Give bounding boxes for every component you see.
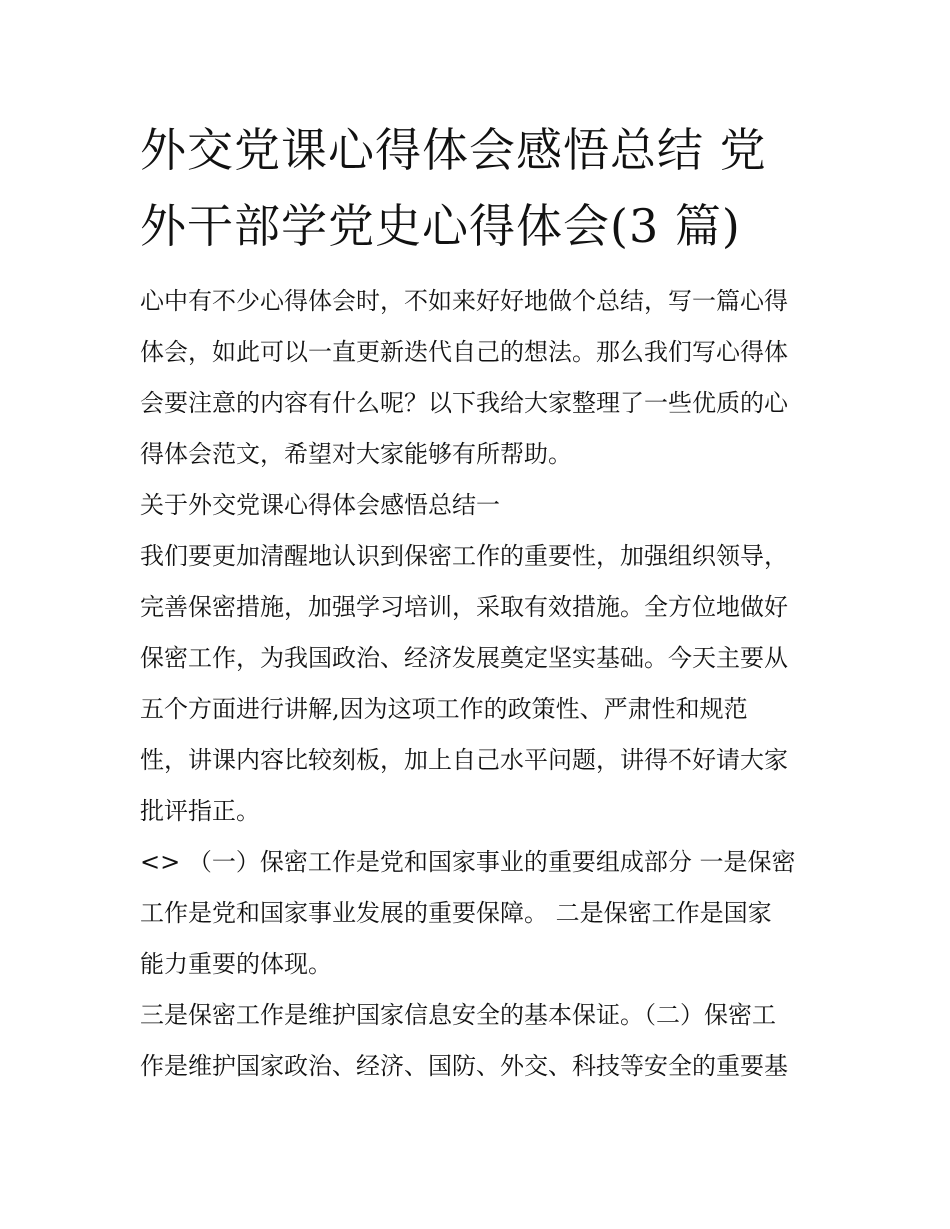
- intro-paragraph: [140, 276, 815, 480]
- text-line: 保密工作，为我国政治、经济发展奠定坚实基础。今天主要从: [140, 644, 788, 672]
- text-line: <> （一）保密工作是党和国家事业的重要组成部分 一是保密: [140, 848, 796, 876]
- title-line: 外干部学党史心得体会(3 篇): [140, 199, 741, 253]
- text-line: 会要注意的内容有什么呢？以下我给大家整理了一些优质的心: [140, 389, 788, 417]
- text-line: 我们要更加清醒地认识到保密工作的重要性，加强组织领导，: [140, 542, 788, 570]
- section-heading: [140, 480, 815, 531]
- body-paragraph: [140, 990, 815, 1092]
- body-paragraph: [140, 531, 815, 837]
- text-line: 完善保密措施，加强学习培训，采取有效措施。全方位地做好: [140, 593, 788, 621]
- text-line: 工作是党和国家事业发展的重要保障。 二是保密工作是国家: [140, 899, 772, 927]
- title-line: 外交党课心得体会感悟总结 党: [140, 123, 767, 177]
- text-line: 批评指正。: [140, 797, 260, 825]
- text-line: 能力重要的体现。: [140, 950, 332, 978]
- text-line: 心中有不少心得体会时，不如来好好地做个总结，写一篇心得: [140, 287, 788, 315]
- text-line: 三是保密工作是维护国家信息安全的基本保证。（二）保密工: [140, 1001, 776, 1029]
- text-line: 作是维护国家政治、经济、国防、外交、科技等安全的重要基: [140, 1052, 788, 1080]
- text-line: 五个方面进行讲解,因为这项工作的政策性、严肃性和规范: [140, 695, 748, 723]
- text-line: 关于外交党课心得体会感悟总结一: [140, 491, 500, 519]
- text-line: 得体会范文，希望对大家能够有所帮助。: [140, 440, 572, 468]
- text-line: 性，讲课内容比较刻板，加上自己水平问题，讲得不好请大家: [140, 746, 788, 774]
- document-content: [140, 112, 815, 1092]
- text-line: 体会，如此可以一直更新迭代自己的想法。那么我们写心得体: [140, 338, 788, 366]
- document-title: [140, 112, 815, 264]
- body-paragraph: [140, 837, 815, 990]
